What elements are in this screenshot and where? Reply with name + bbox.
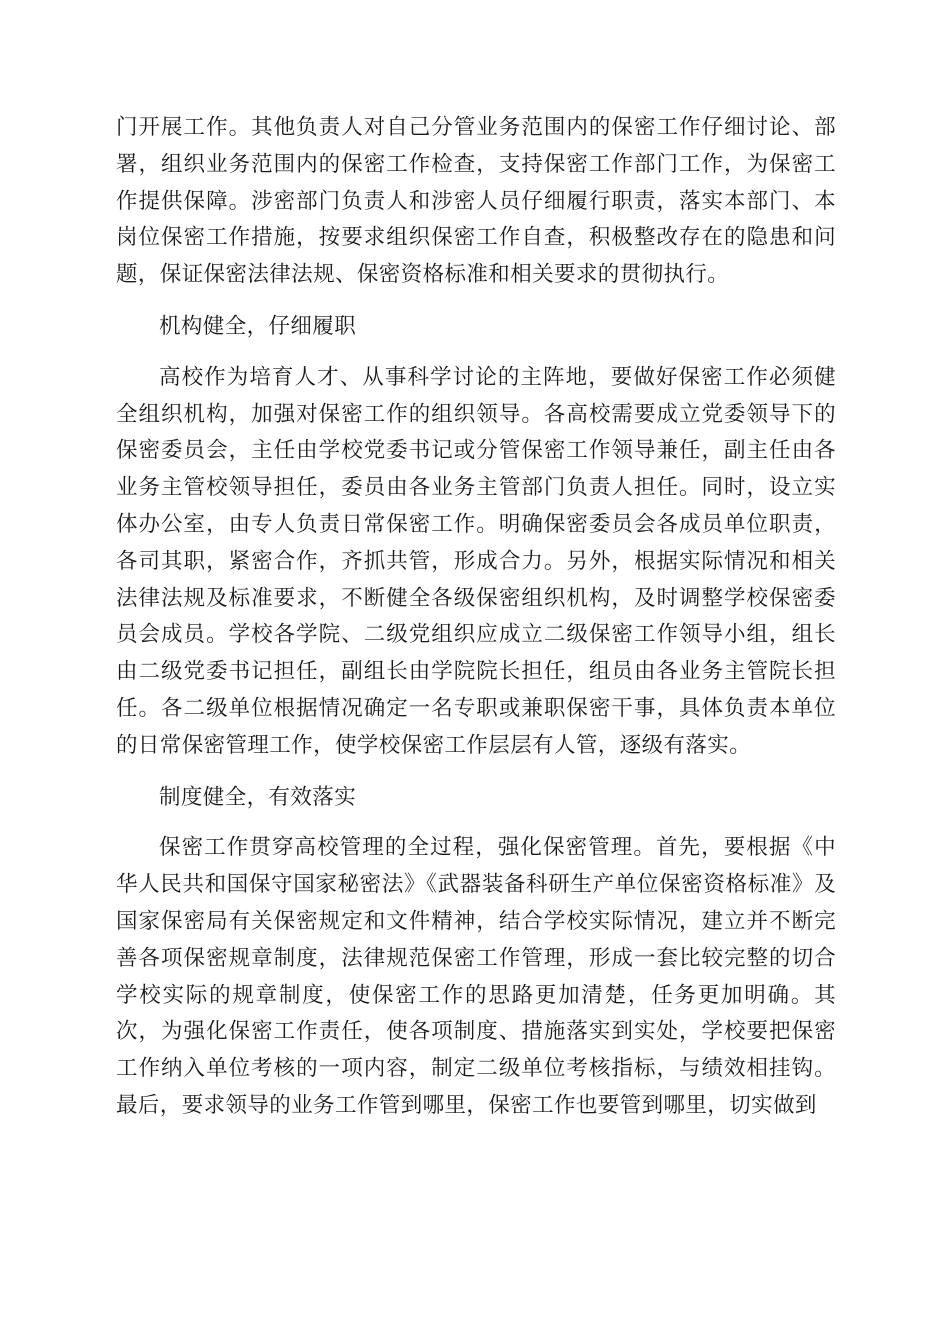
body-paragraph-continued: 门开展工作。其他负责人对自己分管业务范围内的保密工作仔细讨论、部署，组织业务范围内的保密工作检查，支持保密工作部门工作，为保密工作提供保障。涉密部门负责人和涉密人员仔细履行职责，落实本部门、本岗位保密工作措施，按要求组织保密工作自查，积极整改存在的隐患和问题，保证保密法律法规、保密资格标准和相关要求的贯彻执行。: [116, 115, 836, 288]
paragraph-spacer: [116, 294, 836, 309]
paragraph-spacer: [116, 346, 836, 360]
section-heading-system: 制度健全，有效落实: [159, 784, 357, 810]
section-heading-institution: 机构健全，仔细履职: [159, 313, 357, 339]
document-page: [116, 110, 836, 1125]
body-paragraph-system: 保密工作贯穿高校管理的全过程，强化保密管理。首先，要根据《中华人民共和国保守国家秘密法》《武器装备科研生产单位保密资格标准》及国家保密局有关保密规定和文件精神，结合学校实际情况，建立并不断完善各项保密规章制度，法律规范保密工作管理，形成一套比较完整的切合学校实际的规章制度，使保密工作的思路更加清楚，任务更加明确。其次，为强化保密工作责任，使各项制度、措施落实到实处，学校要把保密工作纳入单位考核的一项内容，制定二级单位考核指标，与绩效相挂钩。最后，要求领导的业务工作管到哪里，保密工作也要管到哪里，切实做到: [116, 835, 836, 1118]
paragraph-spacer: [116, 765, 836, 780]
body-paragraph-institution: 高校作为培育人才、从事科学讨论的主阵地，要做好保密工作必须健全组织机构，加强对保密工作的组织领导。各高校需要成立党委领导下的保密委员会，主任由学校党委书记或分管保密工作领导兼任，副主任由各业务主管校领导担任，委员由各业务主管部门负责人担任。同时，设立实体办公室，由专人负责日常保密工作。明确保密委员会各成员单位职责，各司其职，紧密合作，齐抓共管，形成合力。另外，根据实际情况和相关法律法规及标准要求，不断健全各级保密组织机构，及时调整学校保密委员会成员。学校各学院、二级党组织应成立二级保密工作领导小组，组长由二级党委书记担任，副组长由学院院长担任，组员由各业务主管院长担任。各二级单位根据情况确定一名专职或兼职保密干事，具体负责本单位的日常保密管理工作，使学校保密工作层层有人管，逐级有落实。: [116, 364, 836, 758]
paragraph-spacer: [116, 816, 836, 830]
